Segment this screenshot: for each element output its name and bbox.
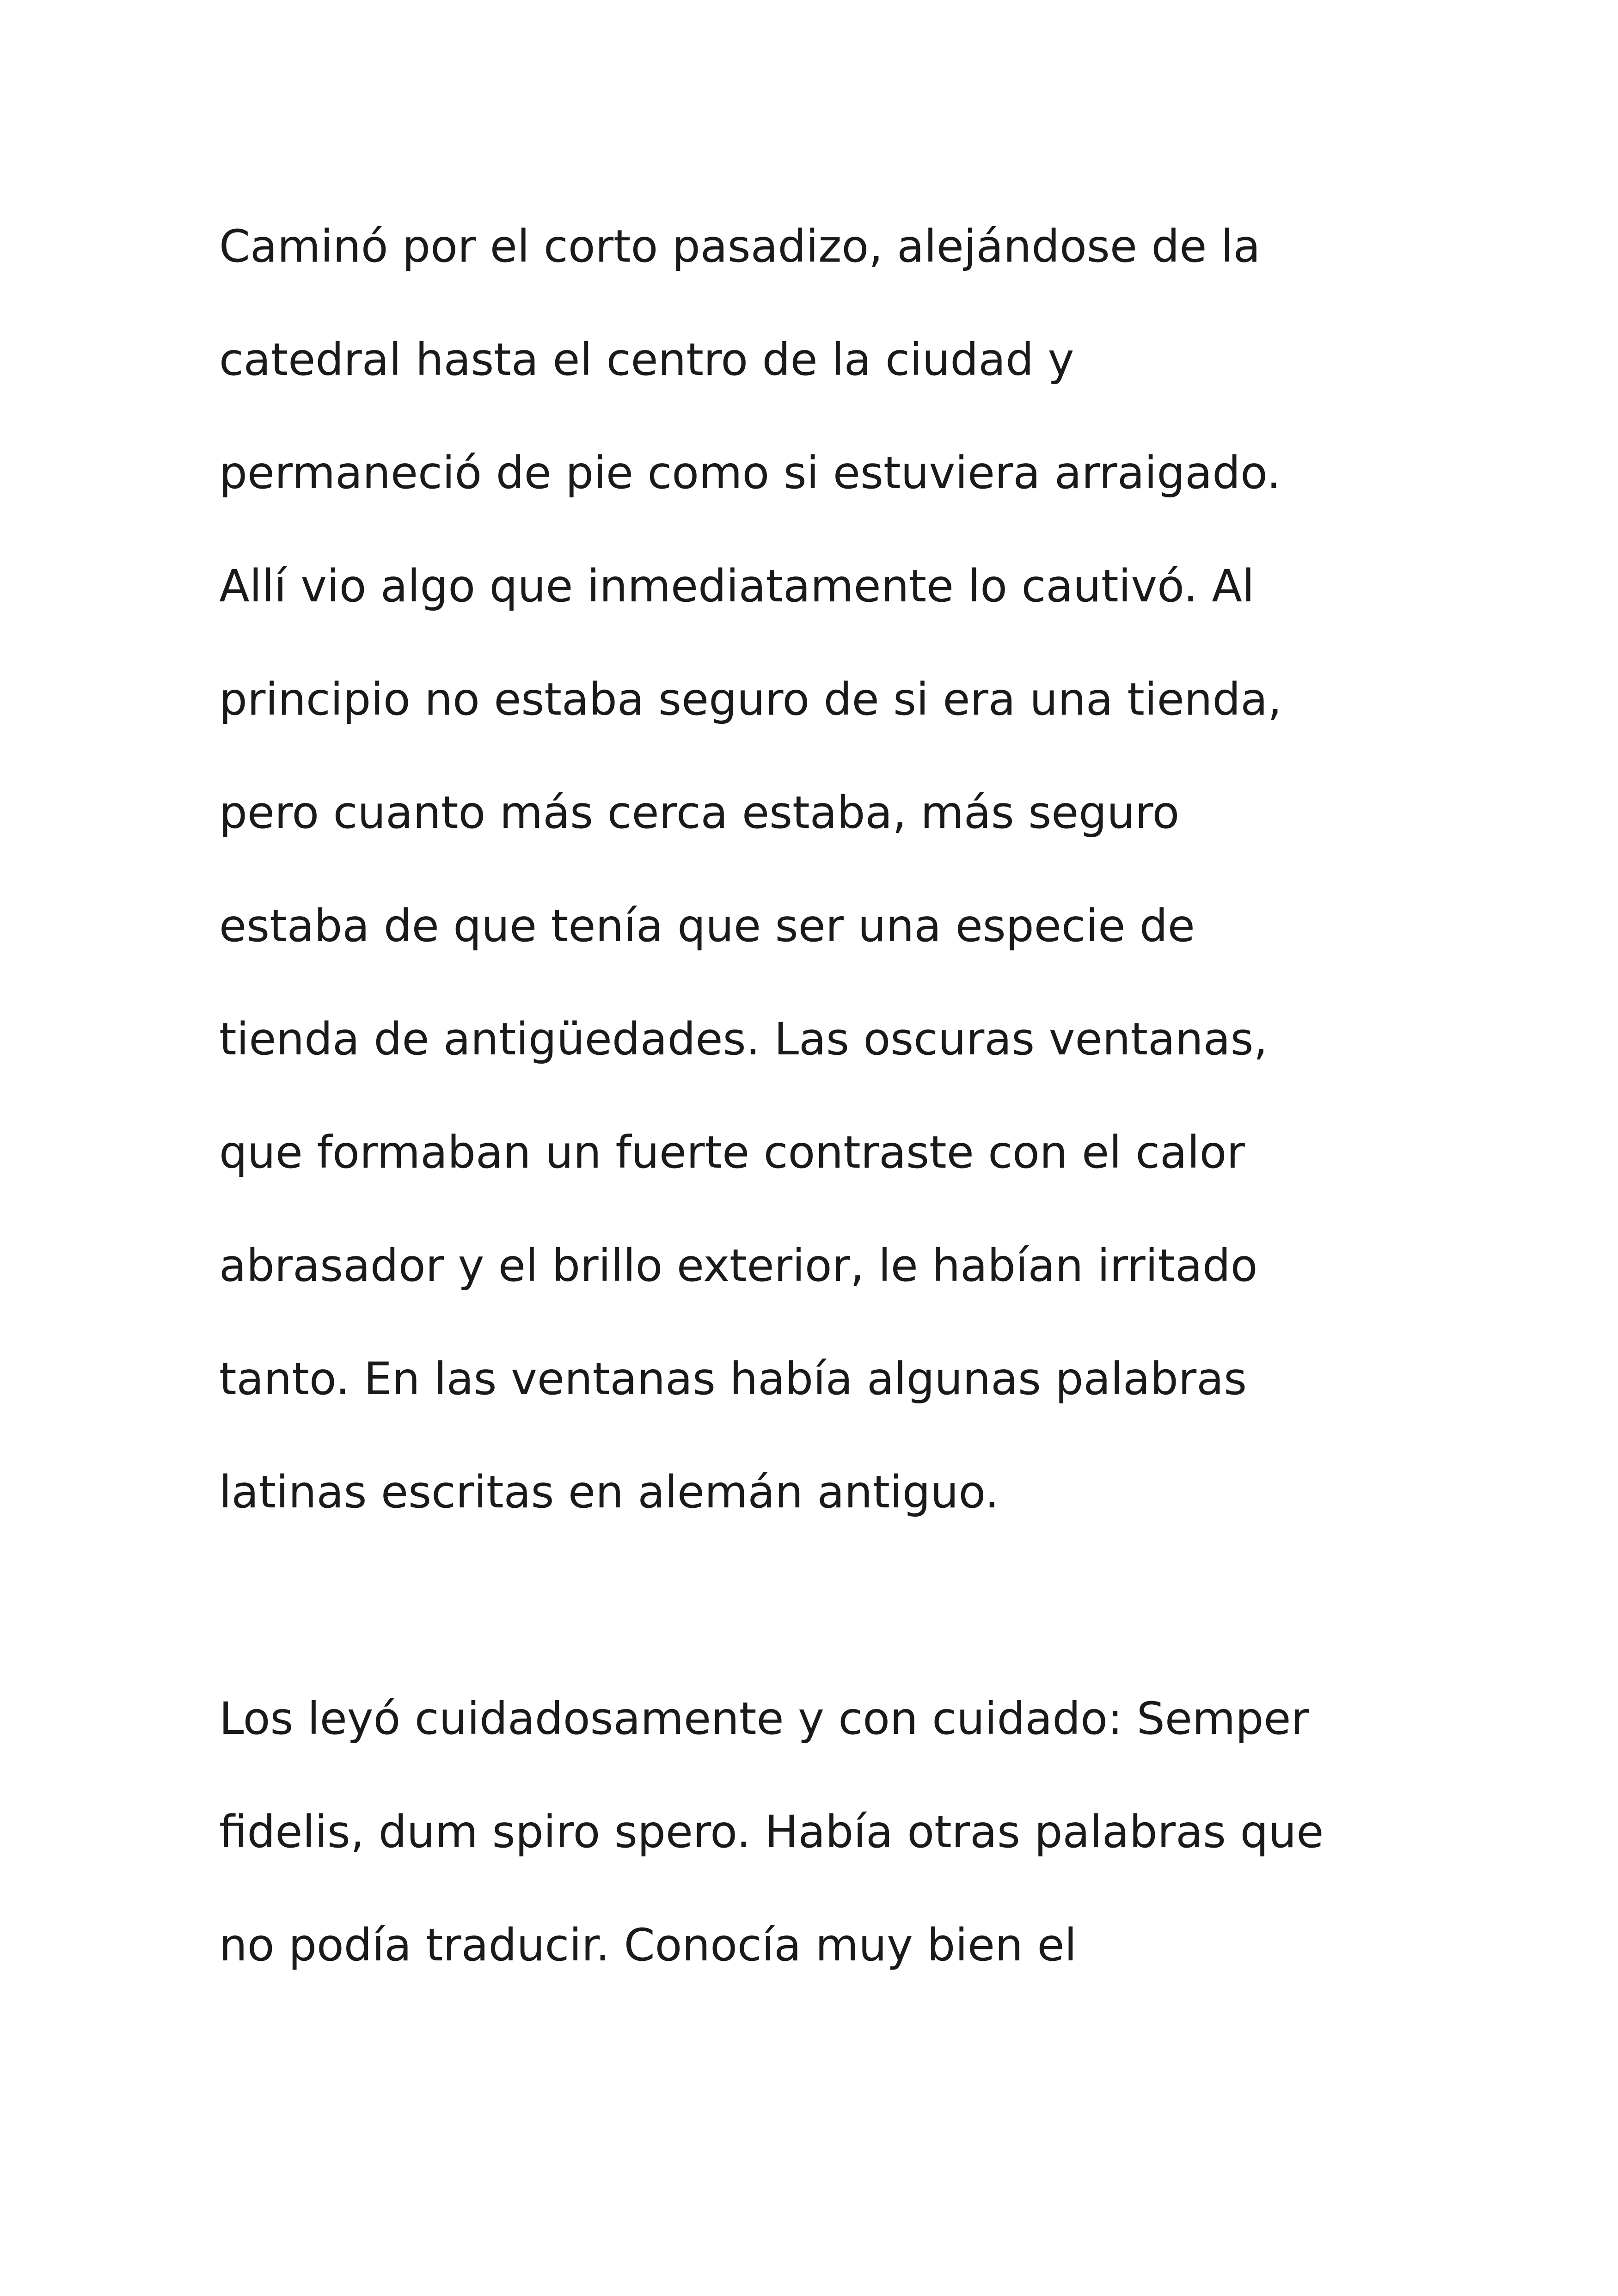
- text-line: no podía traducir. Conocía muy bien el: [219, 1919, 1077, 1971]
- text-line: fidelis, dum spiro spero. Había otras palabras que: [219, 1806, 1324, 1858]
- text-line: que formaban un fuerte contraste con el calor: [219, 1127, 1245, 1178]
- text-line: Allí vio algo que inmediatamente lo cautivó. Al: [219, 560, 1255, 612]
- text-line: tienda de antigüedades. Las oscuras ventanas,: [219, 1013, 1268, 1065]
- text-line: principio no estaba seguro de si era una tienda,: [219, 673, 1282, 725]
- text-line: Caminó por el corto pasadizo, alejándose de la: [219, 220, 1261, 272]
- text-line: Los leyó cuidadosamente y con cuidado: Semper: [219, 1693, 1309, 1745]
- text-line: catedral hasta el centro de la ciudad y: [219, 334, 1074, 386]
- text-line: permaneció de pie como si estuviera arraigado.: [219, 447, 1281, 499]
- text-line: abrasador y el brillo exterior, le habían irritado: [219, 1240, 1258, 1292]
- text-line: latinas escritas en alemán antiguo.: [219, 1466, 999, 1518]
- text-line: pero cuanto más cerca estaba, más seguro: [219, 787, 1180, 839]
- text-line: estaba de que tenía que ser una especie de: [219, 900, 1195, 952]
- text-line: tanto. En las ventanas había algunas palabras: [219, 1353, 1247, 1405]
